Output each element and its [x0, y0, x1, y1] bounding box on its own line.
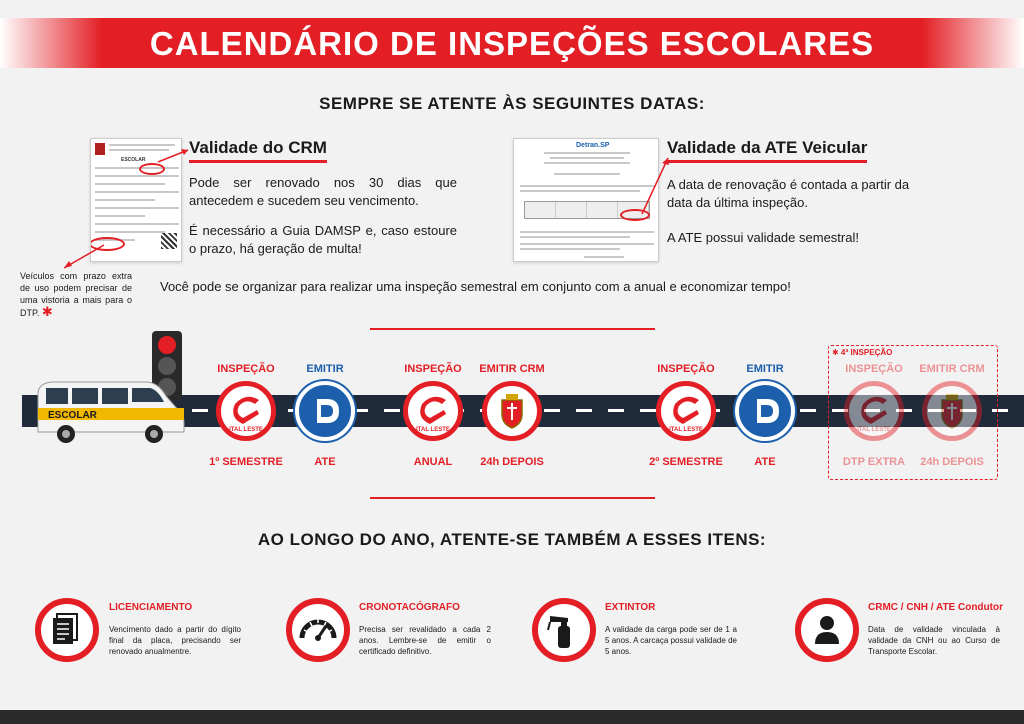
step-1-bottom-label: 1º SEMESTRE	[209, 456, 283, 468]
title-banner	[0, 18, 1024, 68]
road-lane-dash	[384, 409, 400, 412]
step-8-bottom-label: 24h DEPOIS	[920, 456, 984, 468]
road-lane-dash	[608, 409, 624, 412]
crm-doc-header: ESCOLAR	[121, 157, 146, 163]
crm-title: Validade do CRM	[189, 138, 327, 163]
step-6-bottom-label: ATE	[754, 456, 776, 468]
item-cronotacografo-text: Precisa ser revalidado a cada 2 anos. Lembre-se de emitir o certificado definitivo.	[359, 625, 491, 656]
crm-text-1: Pode ser renovado nos 30 dias que antecedem e sucedem seu vencimento.	[189, 175, 457, 208]
divider-bottom	[370, 497, 655, 499]
crm-pointer-arrows	[60, 140, 200, 280]
sp-coat-of-arms-icon	[922, 381, 982, 441]
extra-deadline-note-text: Veículos com prazo extra de uso podem precisar de uma vistoria a mais para o DTP.	[20, 271, 132, 318]
road-lane-dash	[640, 409, 656, 412]
organize-tip: Você pode se organizar para realizar uma inspeção semestral em conjunto com a anual e economizar tempo!	[160, 279, 791, 294]
item-licenciamento-text: Vencimento dado a partir do dígito final da placa, precisando ser renovado anualmentre.	[109, 625, 241, 656]
step-7-bottom-label: DTP EXTRA	[842, 456, 906, 468]
asterisk-icon: ✱	[41, 304, 53, 319]
ital-leste-text: ITAL LESTE	[857, 427, 891, 433]
ate-doc-brand: Detran.SP	[576, 142, 610, 149]
step-4-bottom-label: 24h DEPOIS	[480, 456, 544, 468]
step-4-top-label: EMITIR CRM	[479, 363, 545, 375]
fourth-inspection-tag: ✱ 4ª INSPEÇÃO	[832, 348, 893, 357]
extra-deadline-note	[20, 270, 132, 319]
school-van-icon	[34, 378, 186, 446]
item-extintor-text: A validade da carga pode ser de 1 a 5 anos. A carcaça possui validade de 5 anos.	[605, 625, 737, 656]
ital-leste-icon	[403, 381, 463, 441]
item-crmc-text: Data de validade vinculada à validade da CNH ou ao Curso de Transporte Escolar.	[868, 625, 1000, 656]
divider-top	[370, 328, 655, 330]
step-8-top-label: EMITIR CRM	[919, 363, 985, 375]
item-extintor-title: EXTINTOR	[605, 602, 656, 613]
step-3-bottom-label: ANUAL	[413, 456, 453, 468]
step-7-top-label: INSPEÇÃO	[845, 363, 903, 375]
ital-leste-text: ITAL LESTE	[229, 427, 263, 433]
step-5-bottom-label: 2º SEMESTRE	[649, 456, 723, 468]
dates-subtitle: SEMPRE SE ATENTE ÀS SEGUINTES DATAS:	[319, 94, 705, 113]
crm-text-2: É necessário a Guia DAMSP e, caso estoure o prazo, há geração de multa!	[189, 223, 457, 256]
step-2-bottom-label: ATE	[314, 456, 336, 468]
step-1-top-label: INSPEÇÃO	[217, 363, 275, 375]
item-crmc-title: CRMC / CNH / ATE Condutor	[868, 602, 1003, 613]
detran-ate-icon	[295, 381, 355, 441]
documents-icon	[35, 598, 99, 662]
ate-text-1: A data de renovação é contada a partir da data da última inspeção.	[667, 177, 910, 210]
road-lane-dash	[544, 409, 560, 412]
item-licenciamento-title: LICENCIAMENTO	[109, 602, 193, 613]
step-2-top-label: EMITIR	[306, 363, 344, 375]
ital-leste-text: ITAL LESTE	[416, 427, 450, 433]
item-cronotacografo-title: CRONOTACÓGRAFO	[359, 602, 460, 613]
step-6-top-label: EMITIR	[746, 363, 784, 375]
step-5-top-label: INSPEÇÃO	[657, 363, 715, 375]
fire-extinguisher-icon	[532, 598, 596, 662]
ital-leste-icon	[216, 381, 276, 441]
van-label: ESCOLAR	[48, 410, 97, 421]
ital-leste-icon	[844, 381, 904, 441]
ital-leste-icon	[656, 381, 716, 441]
footer-bar	[0, 710, 1024, 724]
sp-coat-of-arms-icon	[482, 381, 542, 441]
road-lane-dash	[192, 409, 208, 412]
ital-leste-text: ITAL LESTE	[669, 427, 703, 433]
detran-ate-icon	[735, 381, 795, 441]
road-lane-dash	[800, 409, 816, 412]
step-3-top-label: INSPEÇÃO	[404, 363, 462, 375]
ate-text-2: A ATE possui validade semestral!	[667, 230, 859, 245]
speedometer-icon	[286, 598, 350, 662]
year-items-subtitle: AO LONGO DO ANO, ATENTE-SE TAMBÉM A ESSES ITENS:	[257, 530, 767, 549]
ate-title: Validade da ATE Veicular	[667, 138, 867, 163]
person-icon	[795, 598, 859, 662]
ate-document-image	[513, 138, 659, 262]
page-title: CALENDÁRIO DE INSPEÇÕES ESCOLARES	[149, 25, 875, 62]
road-lane-dash	[576, 409, 592, 412]
